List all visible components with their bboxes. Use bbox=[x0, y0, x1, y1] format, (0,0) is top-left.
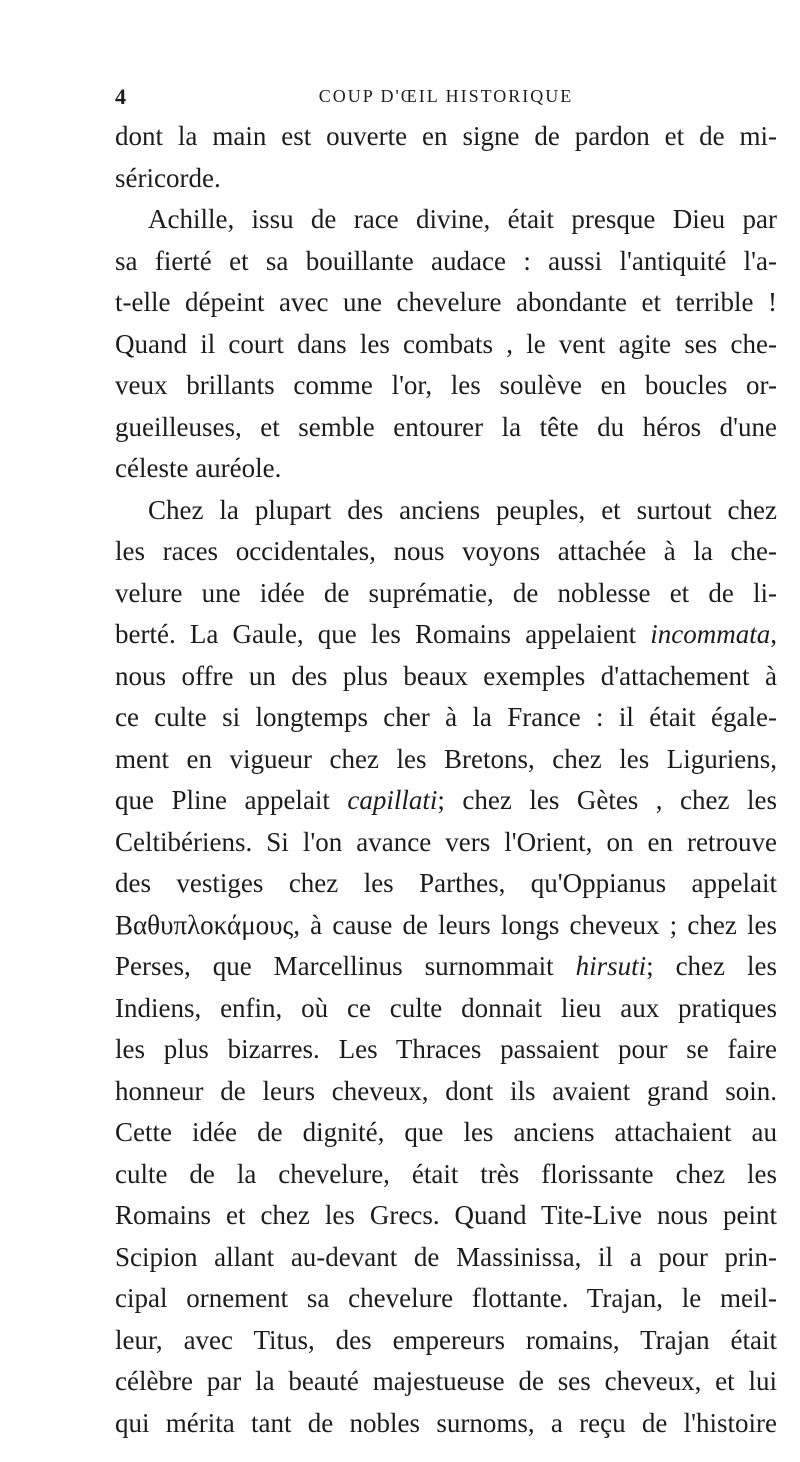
text-line: dont la main est ouverte en signe de pardon et de mi- bbox=[115, 121, 777, 151]
text-line: ment en vigueur chez les Bretons, chez les Liguriens, bbox=[115, 743, 777, 774]
text-line: leur, avec Titus, des empereurs romains, Trajan était bbox=[115, 1324, 777, 1355]
running-head: COUP D'ŒIL HISTORIQUE bbox=[318, 86, 574, 106]
text-line: Celtibériens. Si l'on avance vers l'Orient, on en retrouve bbox=[115, 826, 777, 857]
text-line: ce culte si longtemps cher à la France : il était égale- bbox=[115, 702, 777, 732]
text-line: culte de la chevelure, était très florissante chez les bbox=[115, 1158, 777, 1189]
text-line: séricorde. bbox=[115, 162, 221, 193]
text-line: cipal ornement sa chevelure flottante. Trajan, le meil- bbox=[115, 1283, 777, 1313]
text-line: Quand il court dans les combats , le vent agite ses che- bbox=[115, 328, 777, 359]
text-line: Achille, issu de race divine, était presque Dieu par bbox=[148, 204, 777, 234]
italic-term: hirsuti bbox=[575, 951, 647, 981]
text-line: sa fierté et sa bouillante audace : aussi l'antiquité l'a- bbox=[115, 245, 777, 276]
text-line: Scipion allant au-devant de Massinissa, il a pour prin- bbox=[115, 1241, 777, 1272]
text-line: gueilleuses, et semble entourer la tête du héros d'une bbox=[115, 411, 777, 442]
text-line: velure une idée de suprématie, de noblesse et de li- bbox=[115, 577, 777, 608]
text-line: Perses, que Marcellinus surnommait hirsuti; chez les bbox=[115, 951, 777, 981]
text-line: qui mérita tant de nobles surnoms, a reçu de l'histoire bbox=[115, 1407, 777, 1438]
text-line: t-elle dépeint avec une chevelure abondante et terrible ! bbox=[115, 287, 777, 317]
text-line: célèbre par la beauté majestueuse de ses cheveux, et lui bbox=[115, 1366, 777, 1396]
text-line: Indiens, enfin, où ce culte donnait lieu aux pratiques bbox=[115, 992, 777, 1023]
text-line: les plus bizarres. Les Thraces passaient pour se faire bbox=[115, 1034, 777, 1064]
italic-term: capillati bbox=[347, 785, 438, 815]
text-line: que Pline appelait capillati; chez les Gètes , chez les bbox=[115, 785, 777, 815]
text-line: Romains et chez les Grecs. Quand Tite-Live nous peint bbox=[115, 1200, 777, 1230]
page-header bbox=[115, 84, 777, 114]
text-line: veux brillants comme l'or, les soulève en boucles or- bbox=[115, 370, 777, 400]
text-line: Chez la plupart des anciens peuples, et surtout chez bbox=[148, 494, 777, 525]
italic-term: incommata bbox=[650, 619, 771, 649]
text-line: les races occidentales, nous voyons attachée à la che- bbox=[115, 536, 777, 566]
text-line: nous offre un des plus beaux exemples d'attachement à bbox=[115, 660, 777, 691]
text-line: Βαθυπλοκάμους, à cause de leurs longs cheveux ; chez les bbox=[115, 909, 777, 940]
text-line: berté. La Gaule, que les Romains appelaient incommata, bbox=[115, 619, 777, 649]
text-line: Cette idée de dignité, que les anciens attachaient au bbox=[115, 1117, 777, 1147]
text-line: honneur de leurs cheveux, dont ils avaient grand soin. bbox=[115, 1075, 777, 1106]
body-text bbox=[115, 116, 777, 1444]
text-line: céleste auréole. bbox=[115, 453, 282, 483]
page-number: 4 bbox=[115, 84, 126, 109]
text-line: des vestiges chez les Parthes, qu'Oppianus appelait bbox=[115, 868, 777, 898]
